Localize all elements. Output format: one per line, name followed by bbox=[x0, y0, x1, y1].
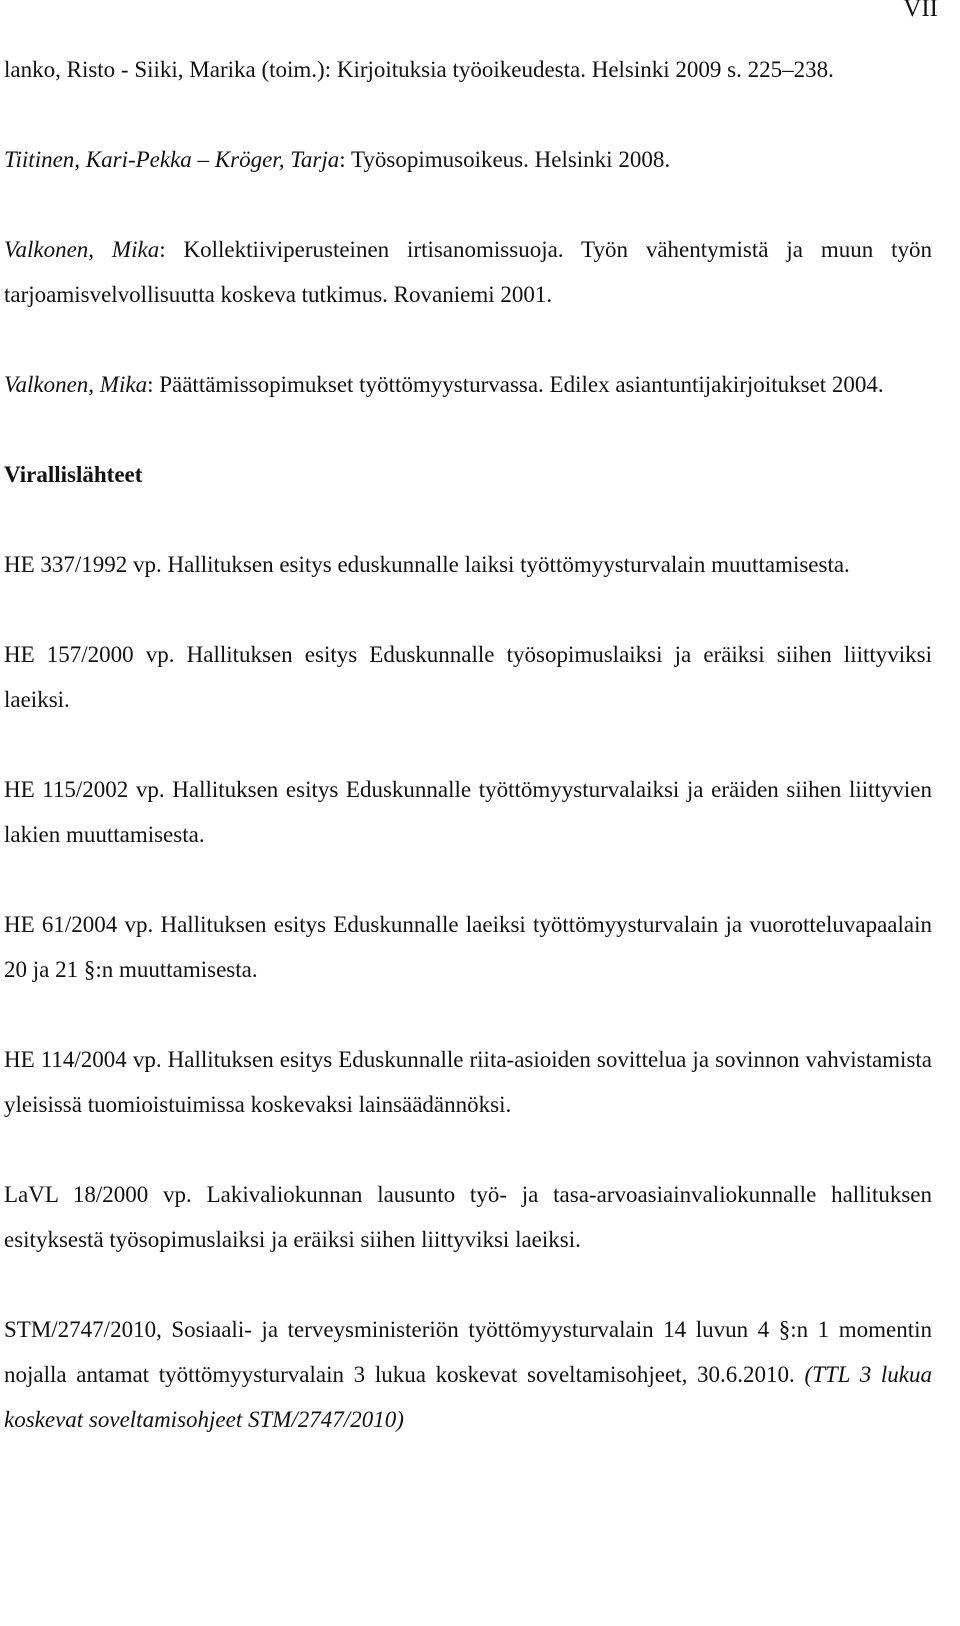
section-heading: Virallislähteet bbox=[4, 462, 143, 487]
official-source-entry bbox=[4, 1172, 932, 1262]
official-source-text: HE 61/2004 vp. Hallituksen esitys Eduskunnalle laeiksi työttömyysturvalain ja vuorotteluvapaalain 20 ja 21 §:n muuttamisesta. bbox=[4, 912, 932, 982]
reference-author: Valkonen, Mika bbox=[4, 372, 148, 397]
official-source-note: (TTL 3 lukua koskevat soveltamisohjeet STM/2747/2010) bbox=[4, 1362, 932, 1432]
reference-text: : Kollektiiviperusteinen irtisanomissuoja. Työn vähentymistä ja muun työn tarjoamisvelvollisuutta koskeva tutkimus. Rovaniemi 2001. bbox=[4, 237, 932, 307]
reference-text: : Työsopimusoikeus. Helsinki 2008. bbox=[339, 147, 671, 172]
reference-author: Valkonen, Mika bbox=[4, 237, 160, 262]
official-source-text: HE 157/2000 vp. Hallituksen esitys Eduskunnalle työsopimuslaiksi ja eräiksi siihen liittyviksi laeiksi. bbox=[4, 642, 932, 712]
official-source-entry bbox=[4, 1037, 932, 1127]
reference-entry bbox=[4, 362, 932, 407]
official-source-text: LaVL 18/2000 vp. Lakivaliokunnan lausunto työ- ja tasa-arvoasiainvaliokunnalle hallituksen esityksestä työsopimuslaiksi ja eräiksi siihen liittyviksi laeiksi. bbox=[4, 1182, 932, 1252]
official-source-text: STM/2747/2010, Sosiaali- ja terveysministeriön työttömyysturvalain 14 luvun 4 §:n 1 momentin nojalla antamat työttömyysturvalain 3 lukua koskevat soveltamisohjeet, 30.6.2010. bbox=[4, 1317, 932, 1387]
official-source-entry bbox=[4, 1307, 932, 1442]
reference-entry bbox=[4, 137, 932, 182]
official-source-entry bbox=[4, 902, 932, 992]
official-source-entry bbox=[4, 767, 932, 857]
reference-text: lanko, Risto - Siiki, Marika (toim.): Kirjoituksia työoikeudesta. Helsinki 2009 s. 225–238. bbox=[4, 57, 834, 82]
page-number: VII bbox=[903, 0, 938, 22]
reference-entry bbox=[4, 47, 932, 92]
official-source-text: HE 337/1992 vp. Hallituksen esitys eduskunnalle laiksi työttömyysturvalain muuttamisesta. bbox=[4, 552, 850, 577]
official-source-entry bbox=[4, 632, 932, 722]
bibliography bbox=[4, 47, 932, 1442]
official-source-text: HE 115/2002 vp. Hallituksen esitys Eduskunnalle työttömyysturvalaiksi ja eräiden siihen liittyvien lakien muuttamisesta. bbox=[4, 777, 932, 847]
reference-author: Tiitinen, Kari-Pekka – Kröger, Tarja bbox=[4, 147, 340, 172]
official-source-entry bbox=[4, 542, 932, 587]
reference-entry bbox=[4, 227, 932, 317]
official-source-text: HE 114/2004 vp. Hallituksen esitys Eduskunnalle riita-asioiden sovittelua ja sovinnon vahvistamista yleisissä tuomioistuimissa koskevaksi lainsäädännöksi. bbox=[4, 1047, 932, 1117]
reference-text: : Päättämissopimukset työttömyysturvassa. Edilex asiantuntijakirjoitukset 2004. bbox=[147, 372, 884, 397]
